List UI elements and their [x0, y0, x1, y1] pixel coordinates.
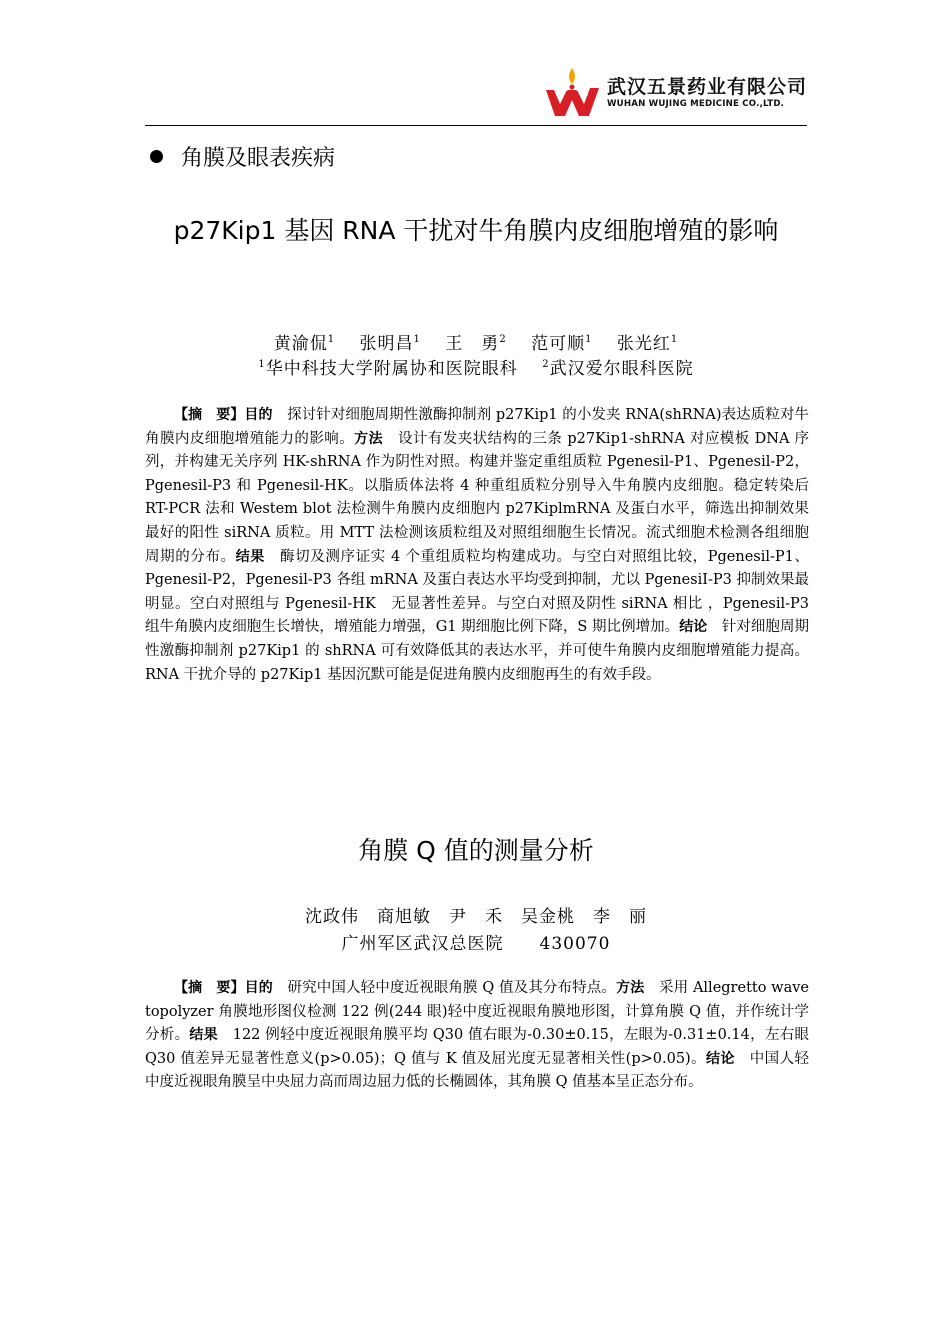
article2-affiliation: 广州军区武汉总医院 430070 [341, 934, 611, 954]
article1-title: p27Kip1 基因 RNA 干扰对牛角膜内皮细胞增殖的影响 [173, 216, 779, 245]
company-name-cn: 武汉五景药业有限公司 [606, 76, 807, 98]
affiliation-sup: 1 [258, 359, 266, 370]
author-name: 范可顺 [531, 334, 586, 354]
author-name: 王 勇 [445, 334, 500, 354]
conclusion-text: 中国人轻中度近视眼角膜呈中央屈力高而周边屈力低的长椭圆体，其角膜 Q 值基本呈正态分布。 [145, 1050, 809, 1091]
author-name: 张明昌 [359, 334, 414, 354]
affiliation-sup: 2 [542, 359, 550, 370]
results-text: 122 例轻中度近视眼角膜平均 Q30 值右眼为-0.30±0.15，左眼为-0.31±0.14，左右眼 Q30 值差异无显著性意义(p>0.05)；Q 值与 K 值及屈光度无显著相关性(p>0.05)。 [145, 1027, 810, 1067]
author-sup: 1 [413, 334, 421, 345]
section-heading [150, 141, 335, 172]
author-name: 黄渝侃 [273, 334, 328, 354]
author-sup: 1 [327, 334, 336, 345]
objective-text: 探讨针对细胞周期性激酶抑制剂 p27Kip1 的小发夹 RNA(shRNA)表达质粒对牛角膜内皮细胞增殖能力的影响。 [145, 407, 809, 447]
article1-authors [145, 329, 807, 354]
methods-label: 方法 [616, 980, 645, 996]
results-label: 结果 [189, 1027, 218, 1044]
objective-label: 目的 [244, 980, 273, 996]
abstract-label: 【摘 要】 [174, 980, 245, 996]
wujing-logo-icon [543, 66, 601, 120]
results-label: 结果 [235, 548, 265, 565]
methods-label: 方法 [354, 430, 384, 447]
methods-text: 采用 Allegretto wave topolyzer 角膜地形图仪检测 122 例(244 眼)轻中度近视眼角膜地形图，计算角膜 Q 值，并作统计学分析。 [145, 980, 810, 1044]
author-name: 张光红 [616, 334, 671, 354]
header-divider [145, 125, 807, 126]
conclusion-label: 结论 [706, 1050, 735, 1067]
conclusion-label: 结论 [679, 619, 708, 636]
company-logo [543, 66, 807, 120]
author-sup: 1 [585, 334, 593, 345]
article2-authors: 沈政伟 商旭敏 尹 禾 吴金桃 李 丽 [305, 907, 647, 927]
methods-text: 设计有发夹状结构的三条 p27Kip1-shRNA 对应模板 DNA 序列，并构建无关序列 HK-shRNA 作为阴性对照。构建并鉴定重组质粒 Pgenesil-P1、Pgenesil-P2，Pgenesil-P3 和 Pgenesil-HK。以脂质体法将 4 种重组质粒分别导入牛角膜内皮细胞。稳定转染后 RT-PCR 法和 Westem blot 法检测牛角膜内皮细胞内 p27KiplmRNA 及蛋白水平，筛选出抑制效果最好的阳性 siRNA 质粒。用 MTT 法检测该质粒组及对照组细胞生长情况。流式细胞术检测各组细胞周期的分布。 [145, 430, 810, 565]
objective-label: 目的 [244, 407, 273, 423]
article1-affiliations [145, 354, 807, 379]
affiliation-name: 华中科技大学附属协和医院眼科 [265, 359, 518, 379]
section-title: 角膜及眼表疾病 [181, 146, 336, 171]
conclusion-text: 针对细胞周期性激酶抑制剂 p27Kip1 的 shRNA 可有效降低其的表达水平，并可使牛角膜内皮细胞增殖能力提高。RNA 干扰介导的 p27Kip1 基因沉默可能是促进角膜内皮细胞再生的有效手段。 [145, 619, 810, 683]
author-sup: 2 [499, 334, 507, 345]
article1-abstract [145, 404, 809, 687]
bullet-icon [150, 150, 163, 163]
article2-abstract [145, 977, 809, 1095]
article2-title: 角膜 Q 值的测量分析 [358, 836, 594, 865]
abstract-label: 【摘 要】 [174, 407, 245, 423]
author-sup: 1 [670, 334, 679, 345]
page-header [145, 60, 807, 126]
results-text: 酶切及测序证实 4 个重组质粒均构建成功。与空白对照组比较，Pgenesil-P1、Pgenesil-P2，Pgenesil-P3 各组 mRNA 及蛋白表达水平均受到抑制，尤以 PgenesiI-P3 抑制效果最明显。空白对照组与 Pgenesil-HK 无显著性差异。与空白对照及阴性 siRNA 相比 ，Pgenesil-P3 组牛角膜内皮细胞生长增快，增殖能力增强，G1 期细胞比例下降，S 期比例增加。 [145, 548, 810, 636]
objective-text: 研究中国人轻中度近视眼角膜 Q 值及其分布特点。 [272, 980, 617, 996]
company-name-en: WUHAN WUJING MEDICINE CO.,LTD. [606, 99, 785, 109]
affiliation-name: 武汉爱尔眼科医院 [549, 359, 694, 379]
